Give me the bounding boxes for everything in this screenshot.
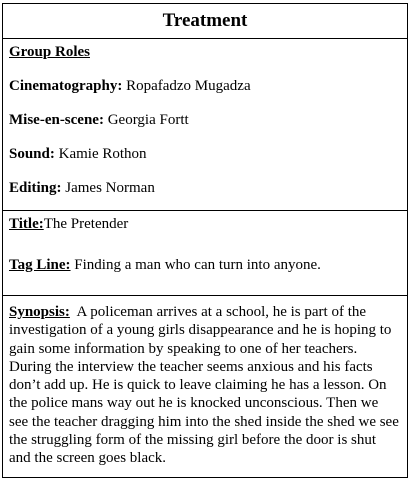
role-value: Kamie Rothon (54, 146, 147, 162)
group-roles-section (3, 39, 407, 211)
film-title-label: Title: (9, 216, 44, 232)
document-title-row (3, 4, 407, 39)
film-title-value: The Pretender (43, 216, 129, 232)
role-mise-en-scene (9, 111, 401, 129)
role-editing (9, 179, 401, 197)
role-label: Cinematography: (9, 78, 123, 94)
role-value: Ropafadzo Mugadza (122, 78, 251, 94)
synopsis-section (3, 296, 407, 477)
synopsis-text: A policeman arrives at a school, he is part of the investigation of a young girls disappearance and he is hoping to gain some information by speaking to one of her teachers. During the interview the teacher seems anxious and his facts don’t add up. He is quick to leave claiming he has a lesson. On the police mans way out he is knocked unconscious. Then we see the teacher dragging him into the shed inside the shed we see the struggling form of the missing girl before the door is shut and the screen goes black. (9, 304, 403, 467)
role-label: Editing: (9, 180, 62, 196)
film-title-line (9, 215, 401, 233)
role-value: James Norman (61, 180, 155, 196)
role-value: Georgia Fortt (103, 112, 189, 128)
tag-line (9, 256, 401, 274)
role-label: Sound: (9, 146, 55, 162)
synopsis-label: Synopsis: (9, 304, 70, 320)
group-roles-heading: Group Roles (9, 44, 90, 60)
document-title: Treatment (162, 10, 248, 31)
tag-line-label: Tag Line: (9, 257, 71, 273)
role-label: Mise-en-scene: (9, 112, 104, 128)
role-cinematography (9, 77, 401, 95)
role-sound (9, 145, 401, 163)
treatment-table (2, 3, 408, 478)
title-tagline-section (3, 211, 407, 296)
tag-line-value: Finding a man who can turn into anyone. (70, 257, 321, 273)
